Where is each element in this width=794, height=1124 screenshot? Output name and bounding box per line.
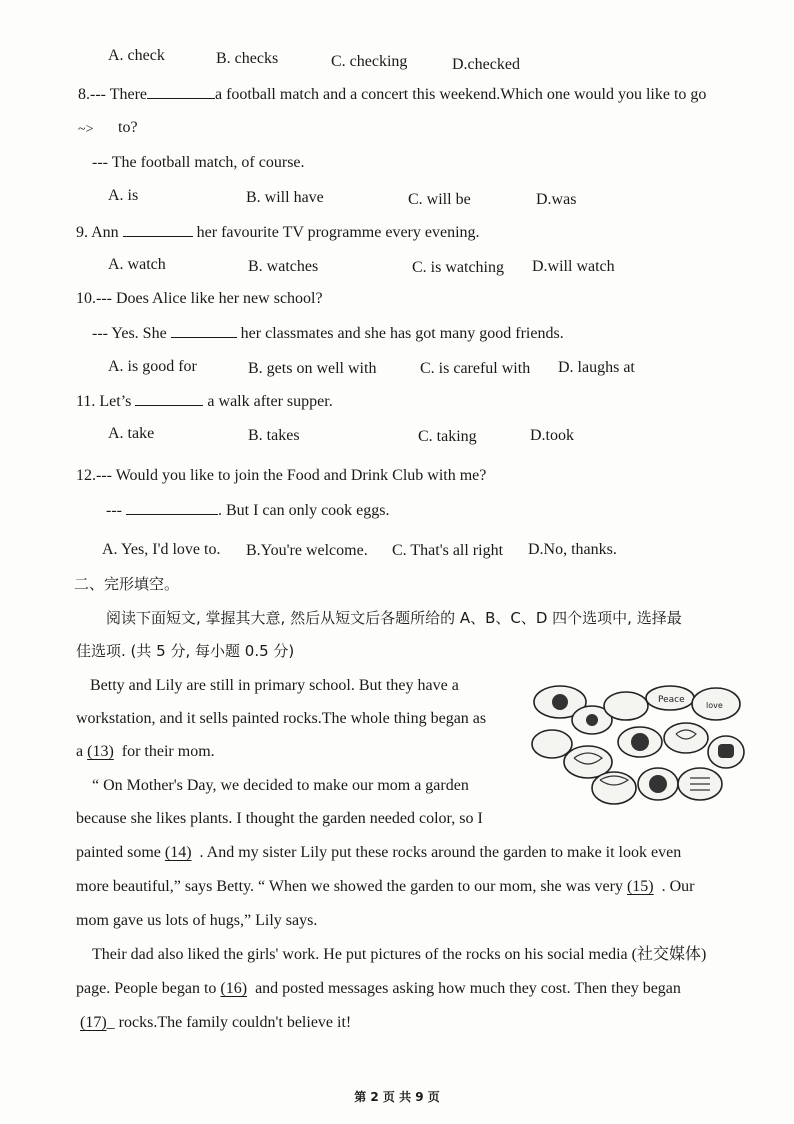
- passage-line-8: mom gave us lots of hugs,” Lily says.: [76, 912, 318, 929]
- q12-option-d: D.No, thanks.: [528, 541, 617, 558]
- q11-stem: [76, 391, 333, 412]
- q9-blank: [123, 222, 193, 237]
- q11-stem-start: 11. Let’s: [76, 393, 132, 410]
- rock-pattern: [631, 733, 649, 751]
- rock-word-love: love: [706, 701, 723, 710]
- rock-pattern: [586, 714, 598, 726]
- blank-13: (13): [87, 743, 114, 760]
- blank-16: (16): [220, 980, 248, 997]
- q12-option-b: B.You're welcome.: [246, 542, 368, 559]
- passage-line-10-start: page. People began to: [76, 980, 217, 997]
- q7-option-d: D.checked: [452, 56, 520, 73]
- rock-pattern: [552, 694, 568, 710]
- rock-shape: [664, 723, 708, 753]
- q7-option-a: A. check: [108, 47, 165, 64]
- section-heading: 二、完形填空。: [74, 575, 180, 593]
- q11-option-a: A. take: [108, 425, 155, 442]
- q8-stem: [78, 84, 706, 105]
- q11-option-c: C. taking: [418, 428, 477, 445]
- passage-line-6-end: . And my sister Lily put these rocks around the garden to make it look even: [199, 844, 682, 861]
- passage-line-10: [76, 979, 681, 999]
- q12-answer-end: . But I can only cook eggs.: [217, 502, 390, 519]
- q11-stem-end: a walk after supper.: [207, 393, 333, 410]
- passage-line-3: [76, 742, 215, 762]
- q8-stem-start: 8.--- There: [78, 86, 147, 103]
- q10-option-a: A. is good for: [108, 358, 197, 375]
- q9-stem: [76, 222, 480, 243]
- q12-answer-start: ---: [106, 502, 122, 519]
- rock-shape: [532, 730, 572, 758]
- q11-option-b: B. takes: [248, 427, 300, 444]
- passage-line-11-end: rocks.The family couldn't believe it!: [118, 1014, 352, 1031]
- q9-option-c: C. is watching: [412, 259, 504, 276]
- passage-line-1: Betty and Lily are still in primary school. But they have a: [90, 677, 459, 694]
- q10-option-c: C. is careful with: [420, 360, 531, 377]
- q10-blank: [171, 323, 237, 338]
- q8-stem-end: a football match and a concert this weekend.Which one would you like to go: [215, 86, 707, 103]
- pen-mark-icon: ~>: [78, 122, 94, 137]
- blank-17: (17): [80, 1014, 107, 1031]
- passage-line-4: “ On Mother's Day, we decided to make our mom a garden: [92, 777, 469, 794]
- rock-word-peace: Peace: [658, 695, 685, 705]
- q8-stem-continuation: to?: [118, 119, 138, 136]
- q9-stem-start: 9. Ann: [76, 224, 119, 241]
- passage-line-6: [76, 843, 681, 863]
- blank-14: (14): [164, 844, 192, 861]
- q12-option-c: C. That's all right: [392, 542, 504, 559]
- rock-shape: [592, 772, 636, 804]
- q10-answer-start: --- Yes. She: [92, 325, 167, 342]
- q8-option-a: A. is: [108, 187, 139, 204]
- q8-option-c: C. will be: [408, 191, 471, 208]
- q8-option-d: D.was: [536, 191, 577, 208]
- q11-blank: [135, 391, 203, 406]
- q10-option-d: D. laughs at: [558, 359, 635, 376]
- painted-rocks-illustration: [530, 676, 745, 808]
- q12-stem: 12.--- Would you like to join the Food and Drink Club with me?: [76, 467, 487, 484]
- rock-pattern: [718, 744, 734, 758]
- page-footer: 第 2 页 共 9 页: [354, 1090, 440, 1104]
- q9-option-a: A. watch: [108, 256, 166, 273]
- passage-line-7-start: more beautiful,” says Betty. “ When we showed the garden to our mom, she was very: [76, 878, 623, 895]
- passage-line-7: [76, 877, 695, 897]
- q10-option-b: B. gets on well with: [248, 360, 377, 377]
- passage-line-6-start: painted some: [76, 844, 161, 861]
- q12-option-a: A. Yes, I'd love to.: [102, 541, 221, 558]
- q9-option-b: B. watches: [248, 258, 319, 275]
- q10-answer-end: her classmates and she has got many good friends.: [240, 325, 564, 342]
- passage-line-5: because she likes plants. I thought the garden needed color, so I: [76, 810, 483, 827]
- passage-line-10-end: and posted messages asking how much they cost. Then they began: [255, 980, 681, 997]
- blank-15: (15): [626, 878, 654, 895]
- passage-line-7-end: . Our: [661, 878, 695, 895]
- q12-blank: [126, 500, 218, 515]
- passage-line-3-end: for their mom.: [121, 743, 215, 760]
- q11-option-d: D.took: [530, 427, 574, 444]
- q7-option-c: C. checking: [331, 53, 408, 70]
- passage-line-3-start: a: [76, 743, 84, 760]
- q12-answer: [106, 500, 390, 521]
- rock-shape: [604, 692, 648, 720]
- passage-line-11: (17)_ rocks.The family couldn't believe it!: [80, 1014, 352, 1031]
- q10-answer: [92, 323, 564, 344]
- q7-option-b: B. checks: [216, 50, 279, 67]
- section-instructions-line-2: 佳选项. (共 5 分, 每小题 0.5 分): [76, 642, 295, 660]
- q9-stem-end: her favourite TV programme every evening.: [196, 224, 480, 241]
- passage-line-9: Their dad also liked the girls' work. He put pictures of the rocks on his social media (社交媒体): [92, 946, 707, 963]
- rock-pattern: [649, 775, 667, 793]
- passage-line-2: workstation, and it sells painted rocks.The whole thing began as: [76, 710, 487, 727]
- q10-stem: 10.--- Does Alice like her new school?: [76, 290, 323, 307]
- q8-blank: [147, 84, 215, 99]
- section-instructions-line-1: 阅读下面短文, 掌握其大意, 然后从短文后各题所给的 A、B、C、D 四个选项中, 选择最: [106, 609, 682, 627]
- q8-option-b: B. will have: [246, 189, 324, 206]
- q8-answer: --- The football match, of course.: [92, 154, 305, 171]
- q9-option-d: D.will watch: [532, 258, 615, 275]
